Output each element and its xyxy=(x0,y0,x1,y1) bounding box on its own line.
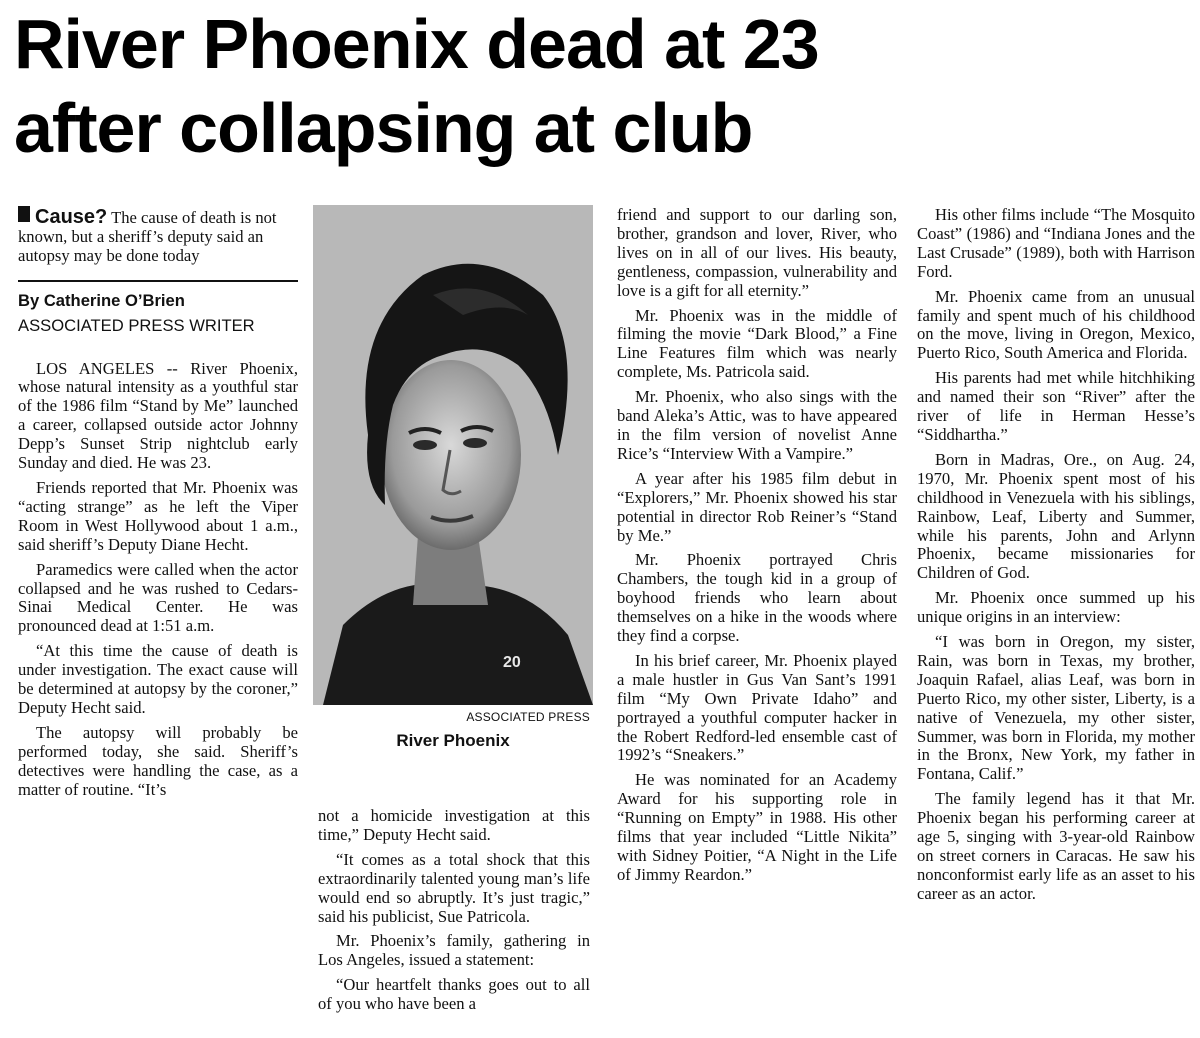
article-paragraph: In his brief career, Mr. Phoenix played a male hustler in Gus Van Sant’s 1991 film “My Own Private Idaho” and portrayed a youthful computer hacker in the Robert Redford-led ensemble cast of 1992’s “Sneakers.” xyxy=(617,650,897,765)
deck-text: The cause of death is not known, but a sheriff’s deputy said an autopsy may be done today xyxy=(18,208,277,265)
article-paragraph: The autopsy will probably be performed today, she said. Sheriff’s detectives were handling the case, as a matter of routine. “It’s xyxy=(18,722,298,799)
article-paragraph: Mr. Phoenix, who also sings with the band Aleka’s Attic, was to have appeared in the film version of novelist Anne Rice’s “Interview With a Vampire.” xyxy=(617,387,897,463)
column-1 xyxy=(18,206,298,805)
article-paragraph: His parents had met while hitchhiking and named their son “River” after the river of life in Herman Hesse’s “Siddhartha.” xyxy=(917,368,1195,444)
article-paragraph: not a homicide investigation at this time,” Deputy Hecht said. xyxy=(318,806,590,844)
article-paragraph: “It comes as a total shock that this extraordinarily talented young man’s life would end so abruptly. It’s just tragic,” said his publicist, Sue Patricola. xyxy=(318,849,590,926)
portrait-illustration xyxy=(313,205,593,705)
article-paragraph: LOS ANGELES -- River Phoenix, whose natural intensity as a youthful star of the 1986 film “Stand by Me” launched a career, collapsed outside actor Johnny Depp’s Sunset Strip nightclub early Sunday and died. He was 23. xyxy=(18,358,298,473)
article-paragraph: He was nominated for an Academy Award for his supporting role in “Running on Empty” in 1988. His other films that year included “Little Nikita” with Sidney Poitier, “A Night in the Life of Jimmy Reardon.” xyxy=(617,770,897,884)
article-paragraph: friend and support to our darling son, brother, grandson and lover, River, who lives on in all of our lives. His beauty, gentleness, compassion, vulnerability and love is a gift for all eternity.” xyxy=(617,205,897,300)
deck-label: Cause? xyxy=(35,206,108,228)
article-paragraph: Mr. Phoenix’s family, gathering in Los Angeles, issued a statement: xyxy=(318,931,590,970)
byline-rule xyxy=(18,280,298,282)
article-paragraph: A year after his 1985 film debut in “Explorers,” Mr. Phoenix showed his star potential in director Rob Reiner’s “Stand by Me.” xyxy=(617,468,897,545)
byline-author: By Catherine O’Brien xyxy=(18,290,185,310)
column-2 xyxy=(318,807,590,1020)
article-paragraph: “At this time the cause of death is under investigation. The exact cause will be determined at autopsy by the coroner,” Deputy Hecht said. xyxy=(18,641,298,717)
portrait-photo xyxy=(313,205,593,705)
article-paragraph: Mr. Phoenix once summed up his unique origins in an interview: xyxy=(917,588,1195,627)
deck-bullet-icon xyxy=(18,206,30,222)
article-paragraph: “Our heartfelt thanks goes out to all of you who have been a xyxy=(318,975,590,1014)
article-paragraph: Mr. Phoenix came from an unusual family and spent much of his childhood on the move, living in Oregon, Mexico, Puerto Rico, South America and Florida. xyxy=(917,286,1195,363)
article-paragraph: Mr. Phoenix portrayed Chris Chambers, the tough kid in a group of boyhood friends who learn about themselves on a hike in the woods where they find a corpse. xyxy=(617,550,897,646)
article-paragraph: His other films include “The Mosquito Coast” (1986) and “Indiana Jones and the Last Crusade” (1989), both with Harrison Ford. xyxy=(917,205,1195,281)
article-paragraph: “I was born in Oregon, my sister, Rain, was born in Texas, my brother, Joaquin Rafael, alias Leaf, was born in Puerto Rico, my other sister, Liberty, is a native of Venezuela, my other sister, Summer, was born in Florida, my mother in the Bronx, New York, my father in Fontana, Calif.” xyxy=(917,632,1195,784)
column-3 xyxy=(617,206,897,891)
article-paragraph: Friends reported that Mr. Phoenix was “acting strange” as he left the Viper Room in West Hollywood about 1 a.m., said sheriff’s Deputy Diane Hecht. xyxy=(18,477,298,554)
headline-line-1: River Phoenix dead at 23 xyxy=(14,5,819,83)
headline xyxy=(14,2,1194,170)
photo-caption: River Phoenix xyxy=(396,731,510,750)
article-paragraph: Mr. Phoenix was in the middle of filming the movie “Dark Blood,” a Fine Line Features film which was nearly complete, Ms. Patricola said. xyxy=(617,305,897,382)
byline-title: ASSOCIATED PRESS WRITER xyxy=(18,315,255,335)
article-paragraph: Born in Madras, Ore., on Aug. 24, 1970, Mr. Phoenix spent most of his childhood in Venezuela with his siblings, Rainbow, Leaf, Liberty and Summer, while his parents, John and Arlynn Phoenix, became missionaries for Children of God. xyxy=(917,449,1195,583)
headline-line-2: after collapsing at club xyxy=(14,89,753,167)
column-4 xyxy=(917,206,1195,910)
photo-credit: ASSOCIATED PRESS xyxy=(466,710,590,724)
deck xyxy=(18,206,298,266)
shirt-mark: 20 xyxy=(503,654,521,671)
article-paragraph: The family legend has it that Mr. Phoenix began his performing career at age 5, singing with 3-year-old Rainbow on street corners in Caracas. He saw his nonconformist early life as an asset to his career as an actor. xyxy=(917,789,1195,903)
article-paragraph: Paramedics were called when the actor collapsed and he was rushed to Cedars-Sinai Medical Center. He was pronounced dead at 1:51 a.m. xyxy=(18,559,298,636)
